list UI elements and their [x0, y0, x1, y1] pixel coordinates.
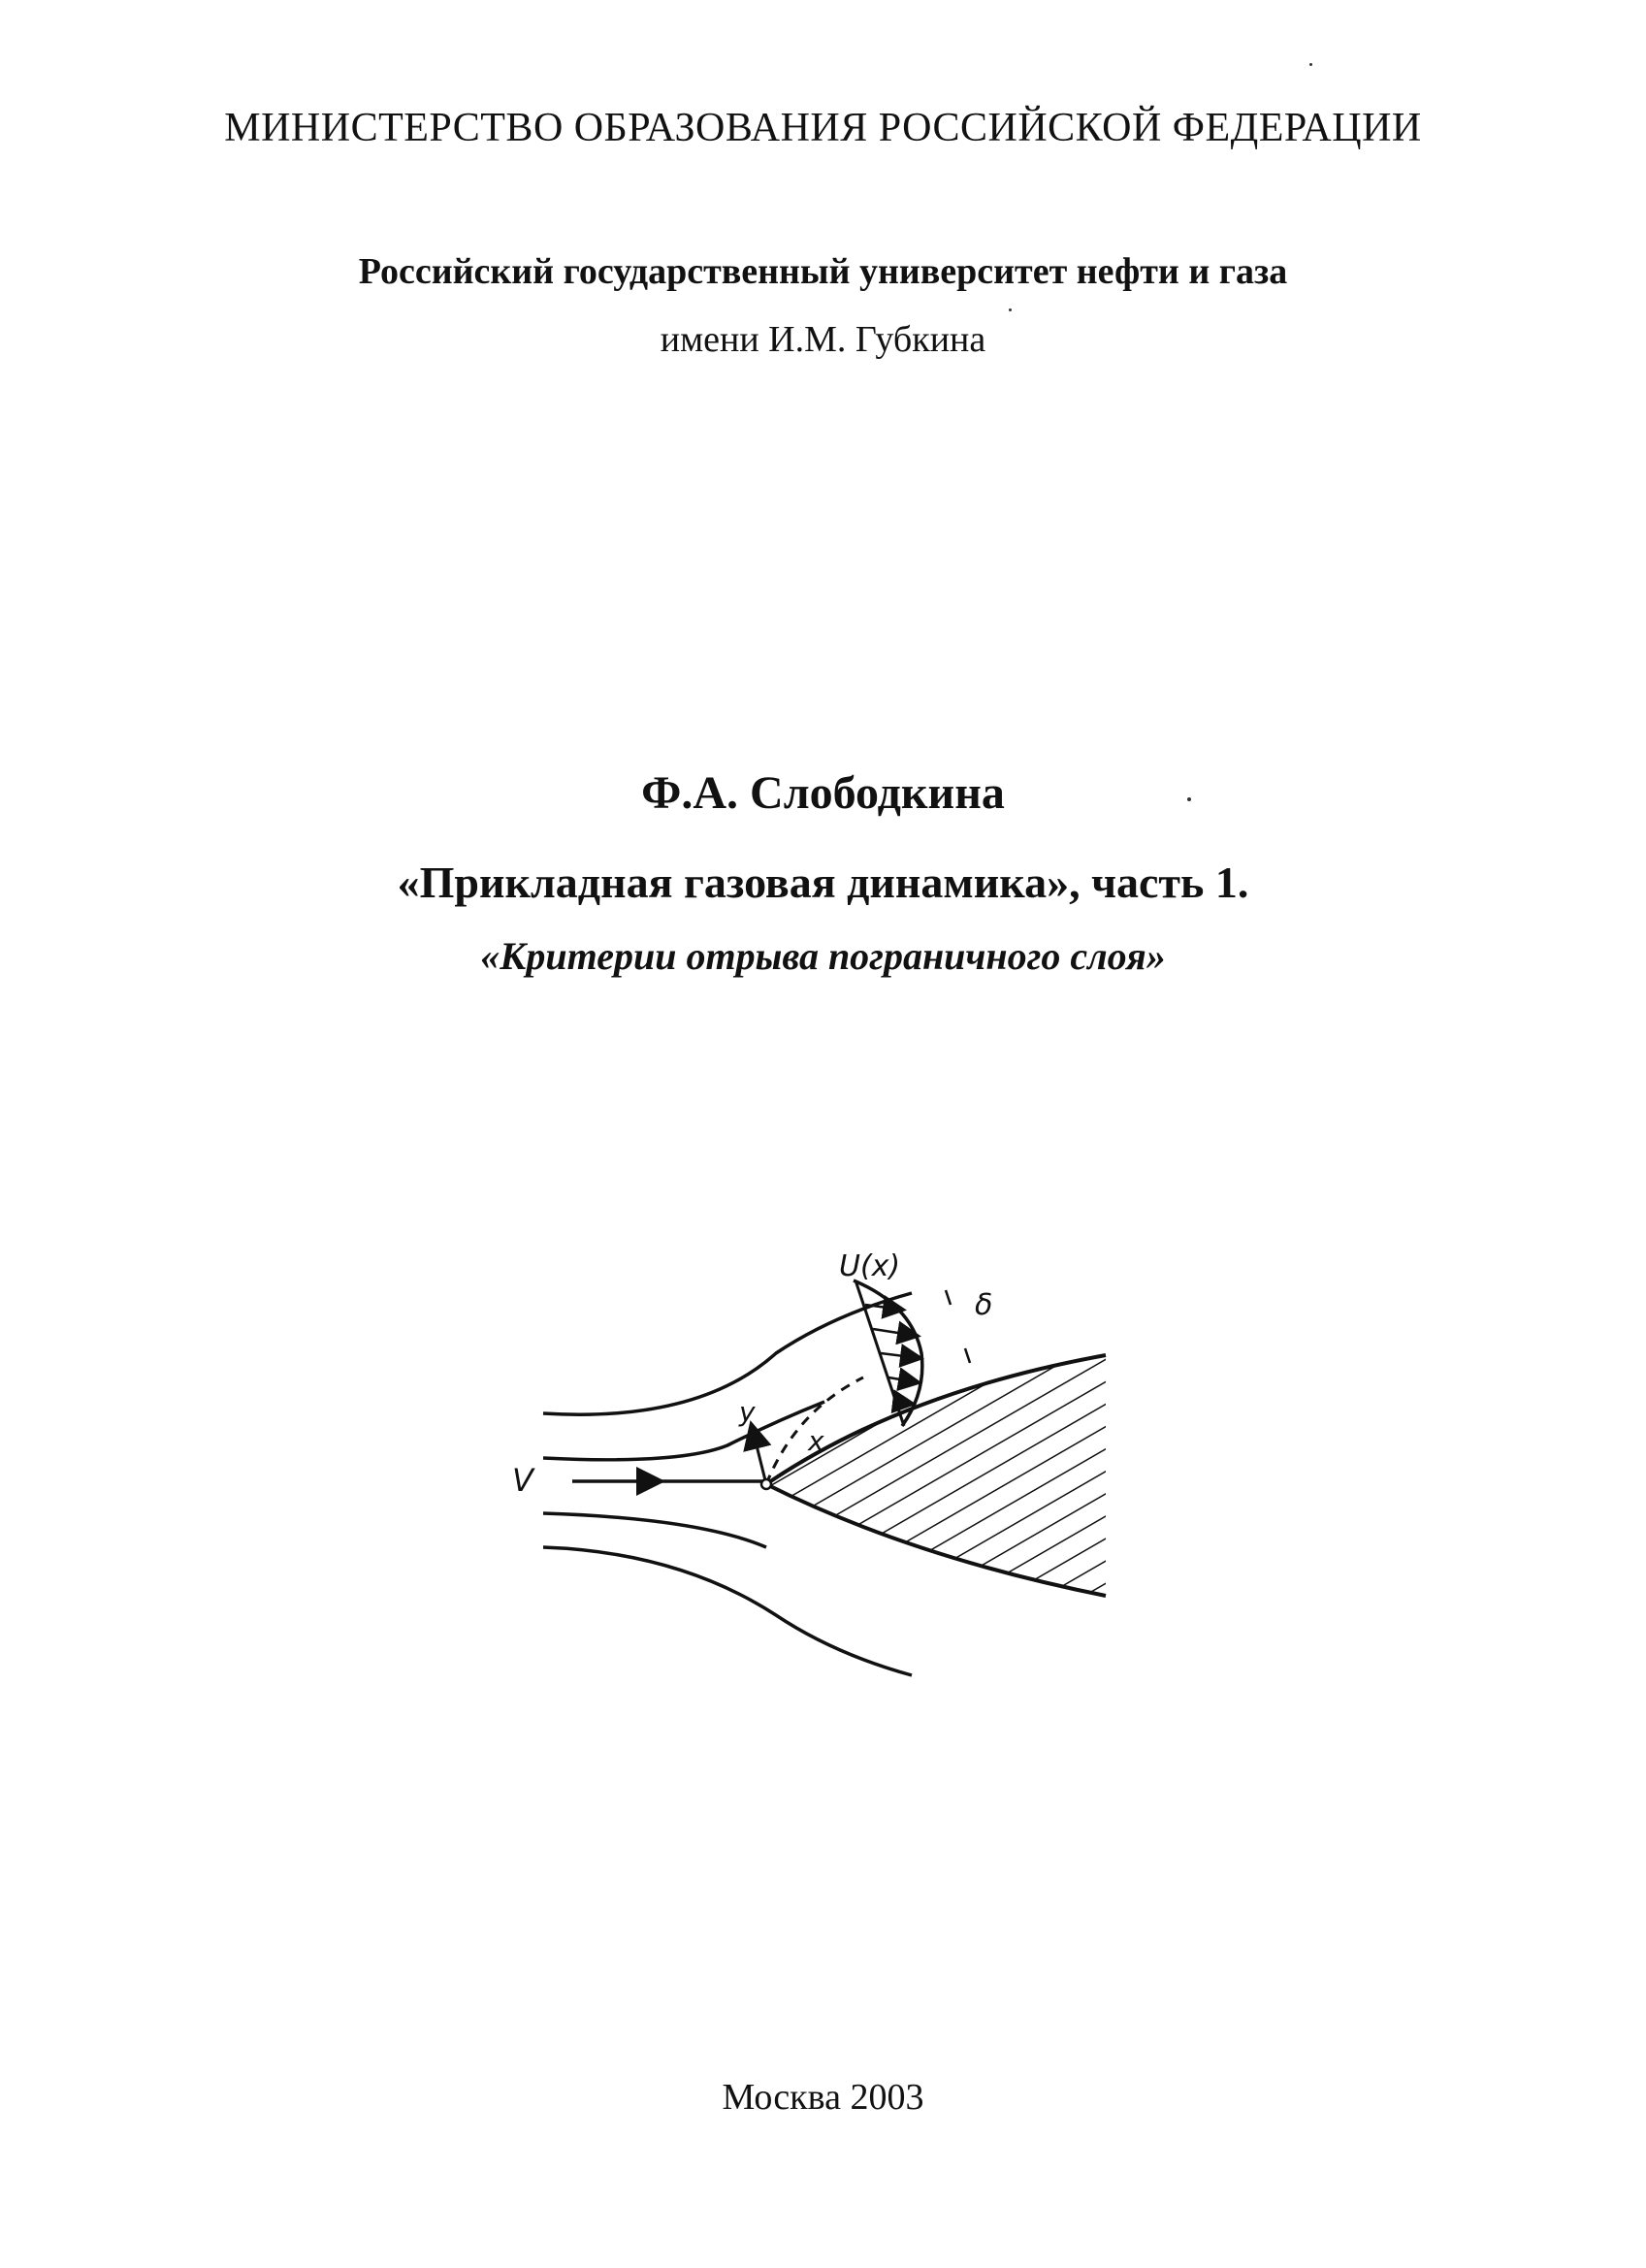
streamline-4: [543, 1513, 766, 1547]
label-free-stream-velocity: V: [512, 1462, 533, 1499]
scan-speck: [1309, 63, 1312, 66]
university-name: Российский государственный университет нефти и газа: [358, 251, 1288, 292]
document-subtitle: «Критерии отрыва пограничного слоя»: [480, 934, 1166, 978]
y-axis-arrow: [752, 1426, 766, 1484]
scan-speck: [1009, 308, 1012, 311]
university-named-after: имени И.М. Губкина: [660, 319, 986, 360]
ministry-heading: МИНИСТЕРСТВО ОБРАЗОВАНИЯ РОССИЙСКОЙ ФЕДЕРАЦИИ: [224, 106, 1422, 150]
label-velocity-profile: U(x): [839, 1249, 901, 1283]
document-title: «Прикладная газовая динамика», часть 1.: [397, 858, 1249, 907]
scan-speck: [1187, 797, 1191, 801]
body-hatched-region: [766, 1355, 1106, 1596]
city-year: Москва 2003: [722, 2077, 924, 2118]
streamline-1: [543, 1293, 912, 1414]
label-delta: δ: [975, 1288, 993, 1322]
streamline-5: [543, 1547, 912, 1675]
boundary-layer-diagram: [485, 1247, 1164, 1693]
author-name: Ф.А. Слободкина: [641, 767, 1005, 819]
label-y-axis: y: [739, 1396, 756, 1428]
label-x-axis: x: [808, 1425, 824, 1457]
